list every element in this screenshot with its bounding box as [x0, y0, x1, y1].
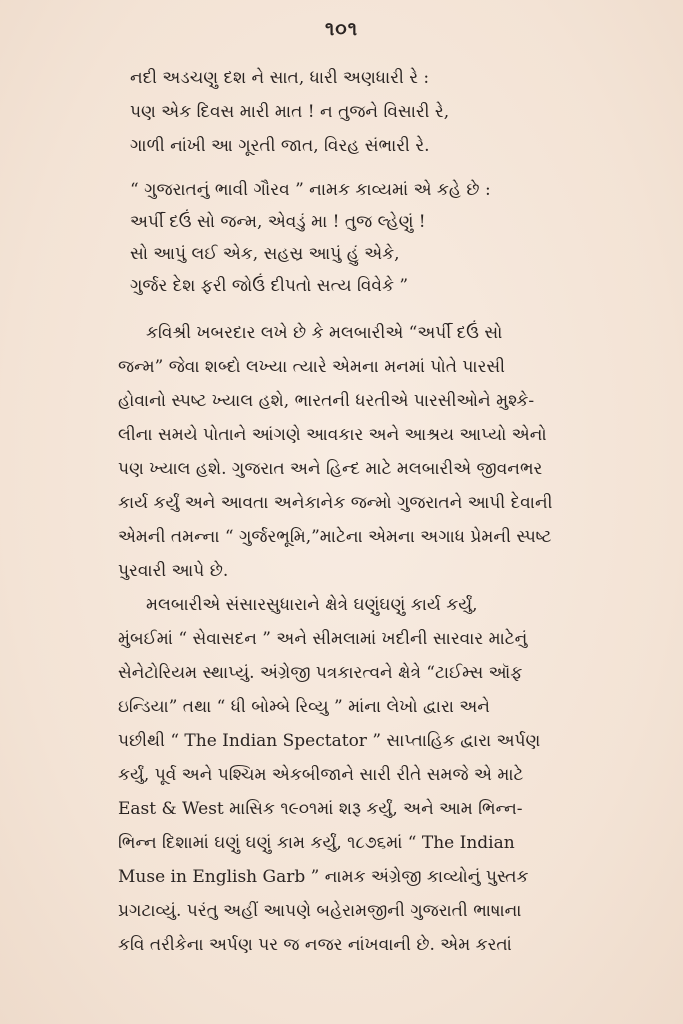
paragraph-line: ઇન્ડિયા” તથા “ ધી બોમ્બે રિવ્યુ ” માંના લેખો દ્વારા અને	[118, 697, 490, 717]
verse-intro-line: “ ગુજરાતનું ભાવી ગૌરવ ” નામક કાવ્યમાં એ કહે છે :	[130, 180, 491, 200]
verse-line: ગુર્જર દેશ ફરી જોઉં દીપતો સત્ય વિવેકે ”	[130, 276, 409, 296]
paragraph-line: સેનેટોરિયમ સ્થાપ્યું. અંગ્રેજી પત્રકારત્વને ક્ષેત્રે “ટાઈમ્સ ઑફ	[118, 663, 523, 683]
paragraph-line: કવિશ્રી ખબરદાર લખે છે કે મલબારીએ “અર્પી દઉં સો	[146, 323, 503, 343]
paragraph-line: પુરવારી આપે છે.	[118, 561, 229, 581]
paragraph-line: મલબારીએ સંસારસુધારાને ક્ષેત્રે ઘણુંઘણું કાર્ય કર્યું,	[146, 595, 478, 615]
paragraph-line: કર્યું, પૂર્વ અને પશ્ચિમ એકબીજાને સારી રીતે સમજે એ માટે	[118, 765, 524, 785]
paragraph-line: પ્રગટાવ્યું. પરંતુ અહીં આપણે બહેરામજીની ગુજરાતી ભાષાના	[118, 901, 522, 921]
paragraph-line: પણ ખ્યાલ હશે. ગુજરાત અને હિન્દ માટે મલબારીએ જીવનભર	[118, 459, 543, 479]
paragraph-line: હોવાનો સ્પષ્ટ ખ્યાલ હશે, ભારતની ધરતીએ પારસીઓને મુશ્કે-	[118, 391, 535, 411]
paragraph-line: Muse in English Garb ” નામક અંગ્રેજી કાવ્યોનું પુસ્તક	[118, 867, 529, 887]
paragraph-line: પછીથી “ The Indian Spectator ” સાપ્તાહિક દ્વારા અર્પણ	[118, 731, 541, 751]
paragraph-line: કાર્ય કર્યું અને આવતા અનેકાનેક જન્મો ગુજરાતને આપી દેવાની	[118, 493, 553, 513]
paragraph-line: લીના સમયે પોતાને આંગણે આવકાર અને આશ્રય આપ્યો એનો	[118, 425, 547, 445]
paragraph-line: ભિન્ન દિશામાં ઘણું ઘણું કામ કર્યું, ૧૮૭૬માં “ The Indian	[118, 833, 515, 853]
paragraph-line: East & West માસિક ૧૯૦૧માં શરૂ કર્યું, અને આમ ભિન્ન-	[118, 799, 523, 819]
verse-line: ગાળી નાંખી આ ગૂરતી જાત, વિરહ સંભારી રે.	[130, 136, 430, 156]
paragraph-line: મુંબઈમાં “ સેવાસદન ” અને સીમલામાં ખદીની સારવાર માટેનું	[118, 629, 528, 649]
paragraph-line: જન્મ” જેવા શબ્દો લખ્યા ત્યારે એમના મનમાં પોતે પારસી	[118, 357, 506, 377]
paragraph-line: એમની તમન્ના “ ગુર્જરભૂમિ,”માટેના એમના અગાધ પ્રેમની સ્પષ્ટ	[118, 527, 552, 547]
verse-line: સો આપું લઈ એક, સહસ્ર આપું હું એકે,	[130, 244, 400, 264]
paragraph-line: કવિ તરીકેના અર્પણ પર જ નજર નાંખવાની છે. એમ કરતાં	[118, 935, 512, 955]
verse-line: અર્પી દઉં સો જન્મ, એવડું મા ! તુજ લ્હેણું !	[130, 212, 426, 232]
verse-line: નદી અડચણુ દશ ને સાત, ધારી અણધારી રે :	[130, 68, 430, 88]
verse-line: પણ એક દિવસ મારી માત ! ન તુજને વિસારી રે,	[130, 102, 450, 122]
page-number: ૧૦૧	[324, 18, 359, 40]
